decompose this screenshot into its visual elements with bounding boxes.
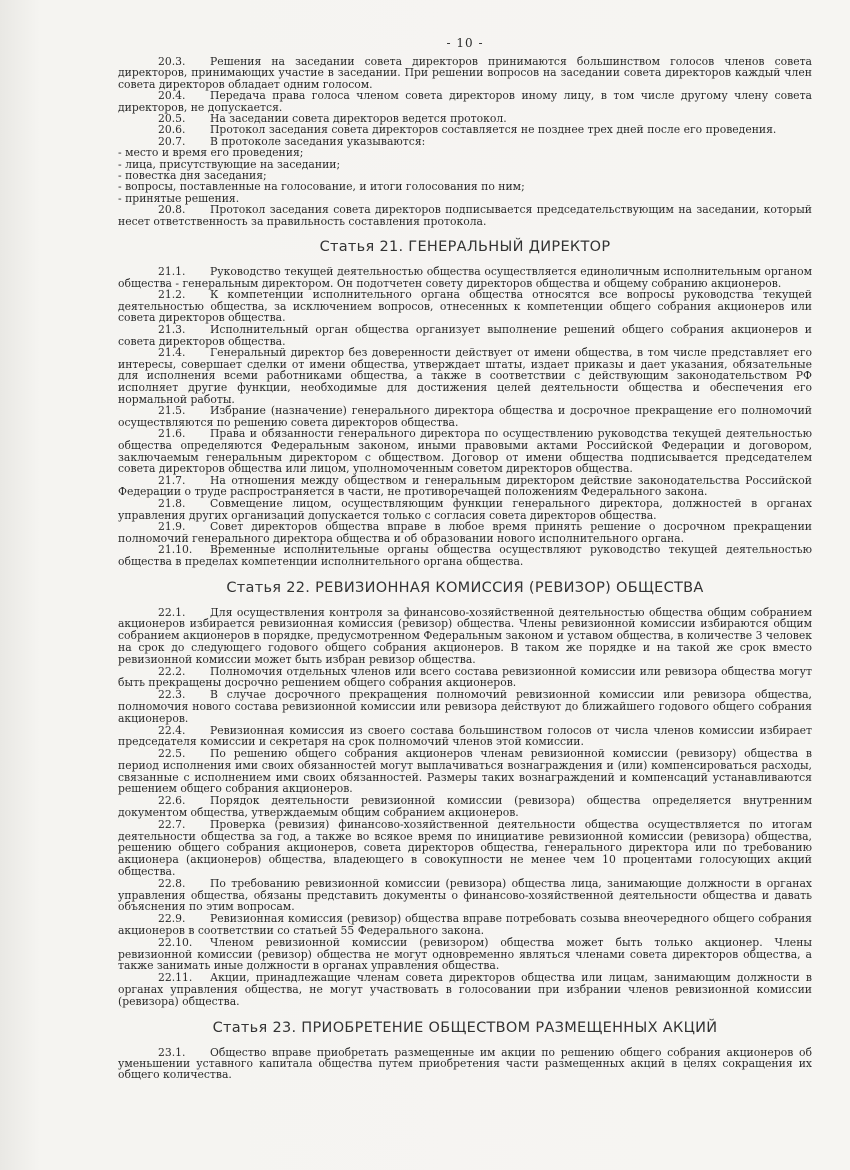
- paragraph-number: 21.9.: [158, 520, 186, 534]
- paragraph-number: 22.6.: [158, 794, 186, 808]
- paragraph-20-4: [118, 90, 812, 113]
- paragraph-number: 22.1.: [158, 605, 186, 619]
- paragraph-text: Ревизионная комиссия (ревизор) общества вправе потребовать созыва внеочередного общего собрания акционеров в соответствии со статьей 55 Федерального закона.: [118, 912, 812, 938]
- paragraph-number: 21.2.: [158, 288, 186, 302]
- paragraph-22-3: [118, 689, 812, 724]
- paragraph-21-10: [118, 544, 812, 567]
- paragraph-21-3: [118, 324, 812, 347]
- paragraph-22-8: [118, 878, 812, 913]
- paragraph-21-1: [118, 266, 812, 289]
- paragraph-number: 21.3.: [158, 323, 186, 337]
- paragraph-21-6: [118, 428, 812, 474]
- paragraph-number: 20.7.: [158, 134, 186, 148]
- paragraph-number: 21.6.: [158, 427, 186, 441]
- paragraph-number: 20.8.: [158, 203, 186, 217]
- paragraph-number: 22.10.: [158, 935, 193, 949]
- paragraph-number: 22.7.: [158, 817, 186, 831]
- paragraph-number: 21.8.: [158, 496, 186, 510]
- paragraph-22-11: [118, 972, 812, 1007]
- paragraph-number: 22.4.: [158, 723, 186, 737]
- paragraph-20-8: [118, 204, 812, 227]
- list-item: - принятые решения.: [118, 191, 240, 205]
- paragraph-text: Генеральный директор без доверенности действует от имени общества, в том числе представляет его интересы, совершает сделки от имени общества, утверждает штаты, издает приказы и дает указания, обязательные для исполнения всеми работниками общества, а также в соответствии с действующим законодательством РФ исполняет другие функции, необходимые для достижения целей деятельности общества и обеспечения его нормальной работы.: [118, 346, 812, 406]
- paragraph-22-10: [118, 937, 812, 972]
- paragraph-number: 22.11.: [158, 971, 193, 985]
- paragraph-number: 20.4.: [158, 89, 186, 103]
- list-item: - повестка дня заседания;: [118, 169, 267, 183]
- paragraph-number: 21.7.: [158, 473, 186, 487]
- paragraph-text: Права и обязанности генерального директора по осуществлению руководства текущей деятельностью общества определяются Федеральным законом, иными правовыми актами Российской Федерации и договором, заключаемым генеральным директором с обществом. Договор от имени общества подписывается председателем совета директоров общества или лицом, уполномоченным советом директоров общества.: [118, 427, 812, 476]
- paragraph-text: Совмещение лицом, осуществляющим функции генерального директора, должностей в органах управления других организаций допускается только с согласия совета директоров общества.: [118, 496, 812, 522]
- paragraph-number: 22.3.: [158, 688, 186, 702]
- paragraph-number: 22.2.: [158, 664, 186, 678]
- paragraph-22-5: [118, 748, 812, 795]
- paragraph-number: 23.1.: [158, 1045, 186, 1059]
- paragraph-20-3: [118, 56, 812, 90]
- list-item: - вопросы, поставленные на голосование, и итоги голосования по ним;: [118, 180, 525, 194]
- paragraph-number: 21.1.: [158, 265, 186, 279]
- paragraph-text: Для осуществления контроля за финансово-хозяйственной деятельностью общества общим собранием акционеров избирается ревизионная комиссия (ревизор) общества. Члены ревизионной комиссии избираются общим собранием акционеров в порядке, предусмотренном Федеральным законом и уставом общества, в количестве 3 человек на срок до следующего годового общего собрания акционеров. В таком же порядке и на такой же срок вместо ревизионной комиссии может быть избран ревизор общества.: [118, 605, 812, 666]
- paragraph-text: В случае досрочного прекращения полномочий ревизионной комиссии или ревизора общества, полномочия нового состава ревизионной комиссии или ревизора действуют до ближайшего годового общего собрания акционеров.: [118, 688, 812, 725]
- paragraph-text: Порядок деятельности ревизионной комиссии (ревизора) общества определяется внутренним документом общества, утверждаемым общим собранием акционеров.: [118, 794, 812, 820]
- paragraph-21-4: [118, 347, 812, 405]
- paragraph-text: Временные исполнительные органы общества осуществляют руководство текущей деятельностью общества в пределах компетенции исполнительного органа общества.: [118, 543, 812, 568]
- paragraph-number: 22.5.: [158, 747, 186, 761]
- paragraph-number: 20.3.: [158, 55, 186, 68]
- paragraph-number: 21.5.: [158, 404, 186, 418]
- paragraph-text: Акции, принадлежащие членам совета директоров общества или лицам, занимающим должности в органах управления общества, не могут участвовать в голосовании при избрании членов ревизионной комиссии (ревизора) общества.: [118, 971, 812, 1008]
- paragraph-number: 21.10.: [158, 543, 193, 557]
- paragraph-21-5: [118, 405, 812, 428]
- paragraph-text: Полномочия отдельных членов или всего состава ревизионной комиссии или ревизора общества могут быть прекращены досрочно решением общего собрания акционеров.: [118, 664, 812, 690]
- section-title: Статья 21. ГЕНЕРАЛЬНЫЙ ДИРЕКТОР: [319, 239, 611, 256]
- list-item: - место и время его проведения;: [118, 146, 304, 160]
- paragraph-text: Совет директоров общества вправе в любое время принять решение о досрочном прекращении полномочий генерального директора общества и об образовании нового исполнительного органа.: [118, 520, 812, 545]
- paragraph-22-1: [118, 607, 812, 666]
- paragraph-number: 22.9.: [158, 912, 186, 926]
- paragraph-text: Общество вправе приобретать размещенные им акции по решению общего собрания акционеров об уменьшении уставного капитала общества путем приобретения части размещенных акций в целях сокращения их общего количества.: [118, 1045, 812, 1082]
- paragraph-text: Ревизионная комиссия из своего состава большинством голосов от числа членов комиссии избирает председателя комиссии и секретаря на срок полномочий членов этой комиссии.: [118, 723, 812, 749]
- paragraph-21-2: [118, 289, 812, 324]
- paragraph-text: Проверка (ревизия) финансово-хозяйственной деятельности общества осуществляется по итогам деятельности общества за год, а также во всякое время по инициативе ревизионной комиссии (ревизора) общества, решению общего собрания акционеров, совета директоров общества, генерального директора или по требованию акционера (акционеров) общества, владеющего в совокупности не менее чем 10 процентами голосующих акций общества.: [118, 817, 812, 879]
- paragraph-text: Исполнительный орган общества организует выполнение решений общего собрания акционеров и совета директоров общества.: [118, 323, 812, 348]
- paragraph-22-6: [118, 795, 812, 819]
- paragraph-text: Протокол заседания совета директоров составляется не позднее трех дней после его проведения.: [210, 123, 777, 137]
- paragraph-text: Протокол заседания совета директоров подписывается председательствующим на заседании, который несет ответственность за правильность составления протокола.: [118, 203, 812, 228]
- paragraph-number: 20.6.: [158, 123, 186, 137]
- paragraph-22-4: [118, 725, 812, 749]
- paragraph-21-7: [118, 475, 812, 498]
- list-item: - лица, присутствующие на заседании;: [118, 157, 341, 171]
- paragraph-22-2: [118, 666, 812, 690]
- paragraph-21-9: [118, 521, 812, 544]
- paragraph-23-1: [118, 1047, 812, 1081]
- paragraph-number: 22.8.: [158, 876, 186, 890]
- paragraph-text: Решения на заседании совета директоров принимаются большинством голосов членов совета директоров, принимающих участие в заседании. При решении вопросов на заседании совета директоров каждый член совета директоров обладает одним голосом.: [118, 55, 812, 91]
- section-title: Статья 22. РЕВИЗИОННАЯ КОМИССИЯ (РЕВИЗОР) ОБЩЕСТВА: [226, 579, 704, 596]
- paragraph-22-9: [118, 913, 812, 937]
- paragraph-21-8: [118, 498, 812, 521]
- section-23: [118, 1020, 812, 1081]
- section-title: Статья 23. ПРИОБРЕТЕНИЕ ОБЩЕСТВОМ РАЗМЕЩЕННЫХ АКЦИЙ: [212, 1019, 718, 1036]
- paragraph-text: На отношения между обществом и генеральным директором действие законодательства Российской Федерации о труде распространяется в части, не противоречащей положениям Федерального закона.: [118, 473, 812, 499]
- paragraph-text: Членом ревизионной комиссии (ревизором) общества может быть только акционер. Члены ревизионной комиссии (ревизор) общества не могут одновременно являться членами совета директоров общества, а также занимать иные должности в органах управления общества.: [118, 935, 812, 973]
- paragraph-text: К компетенции исполнительного органа общества относятся все вопросы руководства текущей деятельностью общества, за исключением вопросов, отнесенных к компетенции общего собрания акционеров или совета директоров общества.: [118, 288, 812, 325]
- paragraph-text: Руководство текущей деятельностью общества осуществляется единоличным исполнительным органом общества - генеральным директором. Он подотчетен совету директоров общества и общему собранию акционеров.: [118, 265, 812, 290]
- paragraph-text: На заседании совета директоров ведется протокол.: [210, 112, 507, 126]
- paragraph-text: Избрание (назначение) генерального директора общества и досрочное прекращение его полномочий осуществляются по решению совета директоров общества.: [118, 404, 812, 429]
- section-21: [118, 239, 812, 567]
- paragraph-text: По решению общего собрания акционеров членам ревизионной комиссии (ревизору) общества в период исполнения ими своих обязанностей могут выплачиваться вознаграждения и (или) компенсироваться расходы, связанные с исполнением ими своих обязанностей. Размеры таких вознаграждений и компенсаций устанавливаются решением общего собрания акционеров.: [118, 747, 812, 796]
- paragraph-text: В протоколе заседания указываются:: [210, 134, 426, 148]
- paragraph-number: 21.4.: [158, 346, 186, 360]
- paragraph-22-7: [118, 819, 812, 878]
- paragraph-text: Передача права голоса членом совета директоров иному лицу, в том числе другому члену совета директоров, не допускается.: [118, 89, 812, 114]
- paragraph-number: 20.5.: [158, 112, 186, 126]
- section-22: [118, 580, 812, 1008]
- page-number: - 10 -: [446, 36, 484, 50]
- paragraph-text: По требованию ревизионной комиссии (ревизора) общества лица, занимающие должности в органах управления общества, обязаны представить документы о финансово-хозяйственной деятельности общества и давать объяснения по этим вопросам.: [118, 876, 812, 914]
- section-20: [118, 56, 812, 227]
